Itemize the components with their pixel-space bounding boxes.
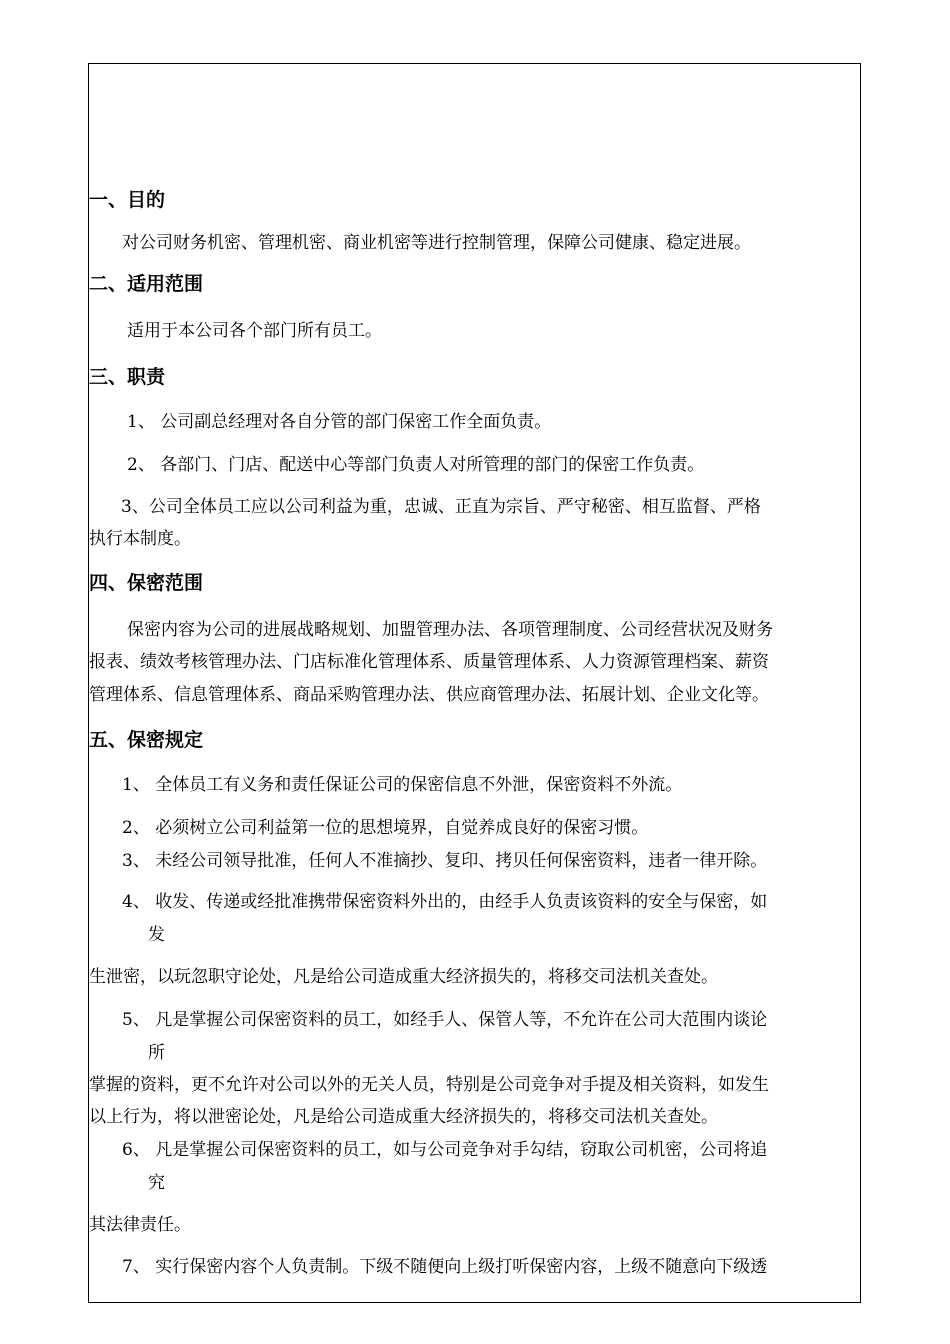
responsibility-item-3-cont: 执行本制度。 (89, 529, 191, 549)
rule-5: 5、 凡是掌握公司保密资料的员工，如经手人、保管人等，不允许在公司大范围内谈论 (122, 1010, 768, 1030)
confidential-scope-line-1: 保密内容为公司的进展战略规划、加盟管理办法、各项管理制度、公司经营状况及财务 (127, 620, 773, 640)
heading-purpose: 一、目的 (89, 189, 166, 211)
rule-6-wrap: 究 (148, 1173, 165, 1193)
rule-5-cont-2: 以上行为，将以泄密论处，凡是给公司造成重大经济损失的，将移交司法机关查处。 (89, 1107, 718, 1127)
rule-6-cont: 其法律责任。 (89, 1215, 191, 1235)
heading-scope: 二、适用范围 (89, 273, 204, 295)
responsibility-item-1: 1、 公司副总经理对各自分管的部门保密工作全面负责。 (127, 412, 552, 432)
rule-7: 7、 实行保密内容个人负责制。下级不随便向上级打听保密内容，上级不随意向下级透 (122, 1257, 768, 1277)
rule-2: 2、 必须树立公司利益第一位的思想境界，自觉养成良好的保密习惯。 (122, 818, 649, 838)
heading-confidential-rules: 五、保密规定 (89, 729, 204, 751)
responsibility-item-2: 2、 各部门、门店、配送中心等部门负责人对所管理的部门的保密工作负责。 (127, 455, 705, 475)
rule-6: 6、 凡是掌握公司保密资料的员工，如与公司竞争对手勾结，窃取公司机密，公司将追 (122, 1140, 768, 1160)
rule-4-wrap: 发 (148, 925, 165, 945)
rule-4-cont: 生泄密，以玩忽职守论处，凡是给公司造成重大经济损失的，将移交司法机关查处。 (89, 967, 718, 987)
rule-3: 3、 未经公司领导批准，任何人不准摘抄、复印、拷贝任何保密资料，违者一律开除。 (122, 851, 768, 871)
responsibility-item-3: 3、公司全体员工应以公司利益为重，忠诚、正直为宗旨、严守秘密、相互监督、严格 (121, 497, 761, 517)
confidential-scope-line-3: 管理体系、信息管理体系、商品采购管理办法、供应商管理办法、拓展计划、企业文化等。 (89, 685, 769, 705)
rule-5-cont-1: 掌握的资料，更不允许对公司以外的无关人员，特别是公司竞争对手提及相关资料，如发生 (89, 1075, 769, 1095)
scope-paragraph: 适用于本公司各个部门所有员工。 (127, 321, 382, 341)
heading-confidential-scope: 四、保密范围 (89, 572, 204, 594)
rule-5-wrap: 所 (148, 1043, 165, 1063)
rule-4: 4、 收发、传递或经批准携带保密资料外出的，由经手人负责该资料的安全与保密，如 (122, 892, 768, 912)
confidential-scope-line-2: 报表、绩效考核管理办法、门店标准化管理体系、质量管理体系、人力资源管理档案、薪资 (89, 652, 769, 672)
purpose-paragraph: 对公司财务机密、管理机密、商业机密等进行控制管理，保障公司健康、稳定进展。 (122, 233, 751, 253)
rule-1: 1、 全体员工有义务和责任保证公司的保密信息不外泄，保密资料不外流。 (122, 775, 683, 795)
heading-responsibility: 三、职责 (89, 366, 166, 388)
